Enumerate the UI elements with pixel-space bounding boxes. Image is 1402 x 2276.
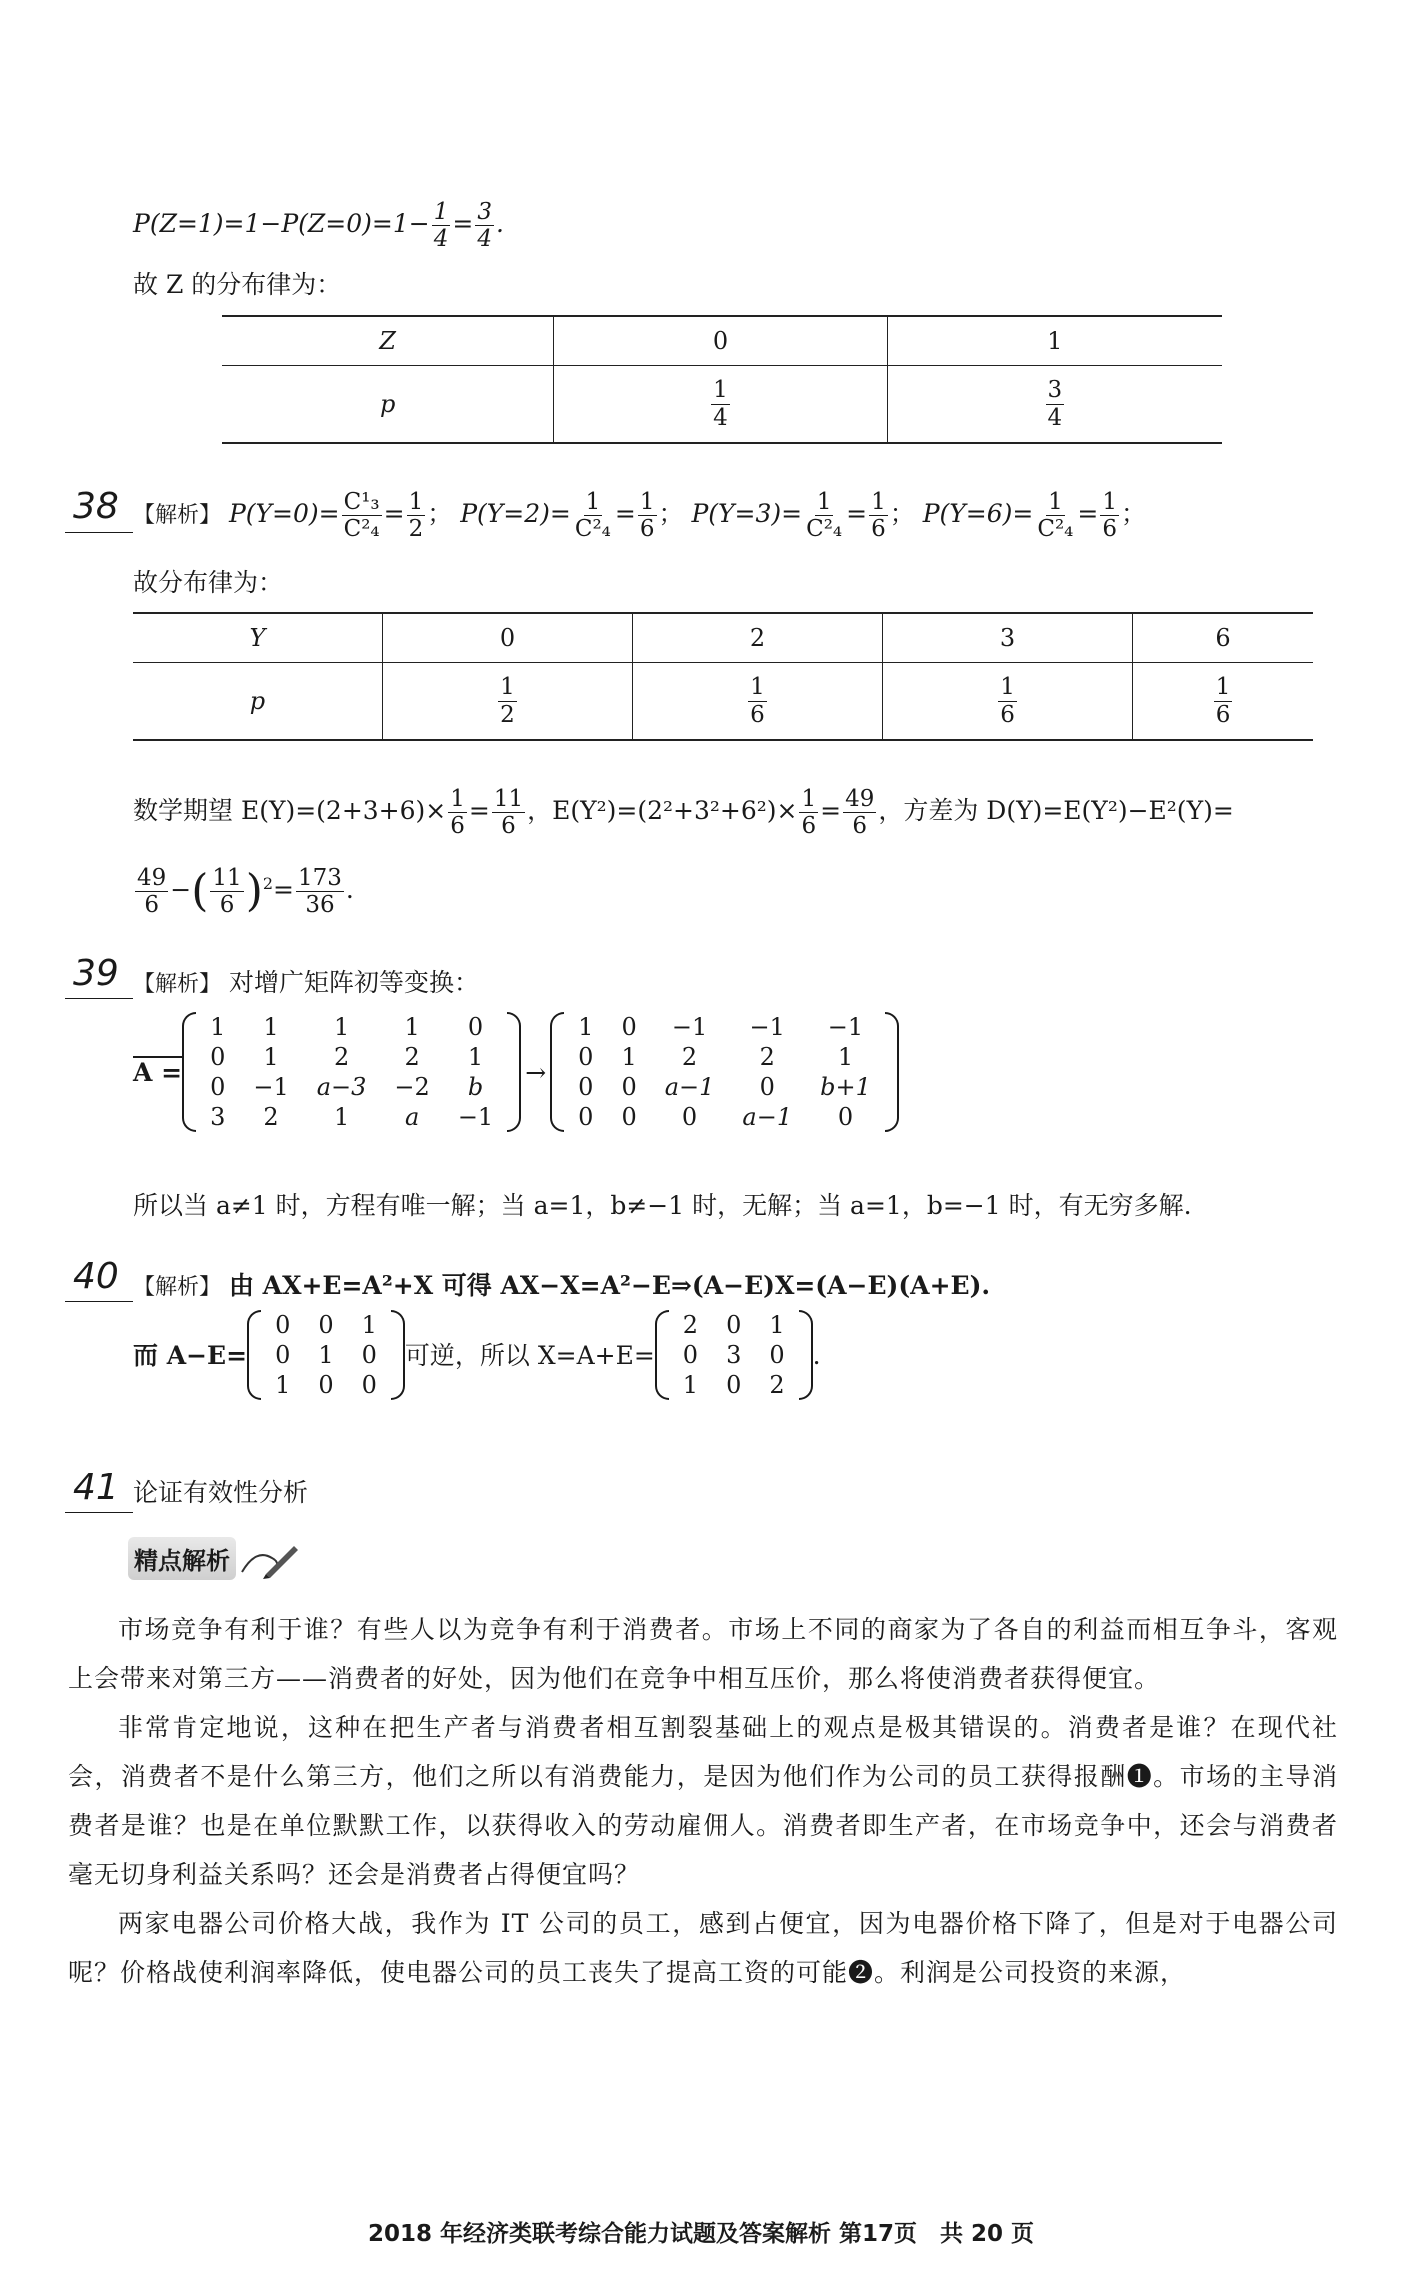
q38-distribution-intro: 故分布律为： bbox=[133, 568, 284, 597]
matrix-x: 2 0 1 0 3 0 1 0 2 bbox=[655, 1310, 813, 1400]
question-number-39: 39 bbox=[73, 953, 119, 994]
table-head-cell: 3 bbox=[883, 613, 1133, 663]
q38-expectation-line: 数学期望 E(Y)=(2+3+6)× $\frac{1}{6}$ = $\frac{11}{6}$ ，E(Y²)=(2²+3²+6²)× $\frac{1}{6}$ = $\frac{49}{6}$ ，方差为 D(Y)=E(Y²)−E²(Y)= bbox=[133, 786, 1234, 840]
augmented-matrix: 1 1 1 1 0 0 1 2 2 1 0 −1 a−3 −2 b 3 2 1 a −1 bbox=[182, 1012, 521, 1132]
table-head-cell: 1 bbox=[887, 316, 1222, 366]
z-distribution-intro: 故 Z 的分布律为： bbox=[133, 270, 342, 299]
table-head-cell: 0 bbox=[382, 613, 632, 663]
pen-icon bbox=[236, 1538, 302, 1580]
table-head-cell: 2 bbox=[632, 613, 882, 663]
table-head-cell: 0 bbox=[554, 316, 887, 366]
q39-conclusion: 所以当 a≠1 时，方程有唯一解；当 a=1，b≠−1 时，无解；当 a=1，b=−1 时，有无穷多解. bbox=[133, 1191, 1192, 1220]
q41-title: 论证有效性分析 bbox=[133, 1478, 309, 1507]
z-distribution-table bbox=[222, 315, 1222, 444]
table-head-cell: Y bbox=[133, 613, 382, 663]
essay-paragraph: 两家电器公司价格大战，我作为 IT 公司的员工，感到占便宜，因为电器价格下降了，但是对于电器公司呢？价格战使利润率降低，使电器公司的员工丧失了提高工资的可能❷。利润是公司投资的来源， bbox=[68, 1909, 1338, 1987]
question-number-40: 40 bbox=[73, 1256, 119, 1297]
y-distribution-table bbox=[133, 612, 1313, 741]
table-head-cell: 6 bbox=[1133, 613, 1313, 663]
q38-variance-line: $\frac{49}{6}$ −( $\frac{11}{6}$ )$^2$= $\frac{173}{36}$ . bbox=[137, 865, 354, 919]
table-p-cell: $\frac{1}{2}$ bbox=[382, 663, 632, 741]
table-p-cell: $\frac{3}{4}$ bbox=[887, 366, 1222, 444]
z1-probability-formula: P(Z=1)=1−P(Z=0)=1− $\frac{1}{4}$ = $\frac{3}{4}$ . bbox=[133, 199, 504, 253]
q41-essay bbox=[68, 1605, 1338, 1997]
essay-paragraph: 市场竞争有利于谁？有些人以为竞争有利于消费者。市场上不同的商家为了各自的利益而相互争斗，客观上会带来对第三方——消费者的好处，因为他们在竞争中相互压价，那么将使消费者获得便宜。 bbox=[68, 1615, 1338, 1693]
table-p-cell: $\frac{1}{6}$ bbox=[883, 663, 1133, 741]
analysis-tag: 【解析】 bbox=[133, 972, 222, 997]
table-p-cell: $\frac{1}{6}$ bbox=[632, 663, 882, 741]
table-p-cell: $\frac{1}{4}$ bbox=[554, 366, 887, 444]
q39-matrix-equation: A = 1 1 1 1 0 0 1 2 2 1 0 −1 a−3 −2 b 3 2 1 a −1 → 1 0 −1 −1 −1 0 1 2 2 1 0 0 a−1 0 b+1 0 0 0 a−1 0 bbox=[133, 1012, 899, 1132]
q40-derivation: 【解析】 由 AX+E=A²+X 可得 AX−X=A²−E⇒(A−E)X=(A−E)(A+E). bbox=[133, 1271, 991, 1300]
question-number-41: 41 bbox=[73, 1467, 119, 1508]
analysis-badge: 精点解析 bbox=[128, 1537, 302, 1580]
analysis-tag: 【解析】 bbox=[133, 1275, 222, 1300]
question-underline bbox=[65, 1512, 133, 1513]
essay-paragraph: 非常肯定地说，这种在把生产者与消费者相互割裂基础上的观点是极其错误的。消费者是谁？在现代社会，消费者不是什么第三方，他们之所以有消费能力，是因为他们作为公司的员工获得报酬❶。市场的主导消费者是谁？也是在单位默默工作，以获得收入的劳动雇佣人。消费者即生产者，在市场竞争中，还会与消费者毫无切身利益关系吗？还会是消费者占得便宜吗？ bbox=[68, 1713, 1338, 1889]
reduced-matrix: 1 0 −1 −1 −1 0 1 2 2 1 0 0 a−1 0 b+1 0 0 0 a−1 0 bbox=[550, 1012, 899, 1132]
q39-intro: 【解析】 对增广矩阵初等变换： bbox=[133, 968, 479, 997]
question-underline bbox=[65, 998, 133, 999]
transform-arrow: → bbox=[525, 1057, 547, 1087]
question-underline bbox=[65, 1301, 133, 1302]
analysis-tag: 【解析】 bbox=[133, 503, 222, 529]
question-number-38: 38 bbox=[73, 486, 119, 527]
fraction: $\frac{3}{4}$ bbox=[477, 199, 492, 253]
table-head-cell: Z bbox=[222, 316, 554, 366]
q38-expression: 【解析】 P(Y=0)= $\frac{\text{C¹₃}}{\text{C²₄}}$ = $\frac{1}{2}$ ； P(Y=2)= $\frac{1}{\text{C²₄}}$ = $\frac{1}{6}$ ； P(Y=3)= $\frac{1}{\text{C²₄}}$ = $\frac{1}{6}$ ； P(Y=6)= $\frac{1}{\text{C²₄}}$ = $\frac{1}{6}$ ； bbox=[133, 489, 1147, 543]
q40-solution: 而 A−E= 0 0 1 0 1 0 1 0 0 可逆，所以 X=A+E= 2 0 1 0 3 0 1 0 2 . bbox=[133, 1311, 821, 1399]
fraction: $\frac{1}{4}$ bbox=[433, 199, 449, 253]
table-p-cell: $\frac{1}{6}$ bbox=[1133, 663, 1313, 741]
table-p-label: p bbox=[133, 663, 382, 741]
matrix-a-minus-e: 0 0 1 0 1 0 1 0 0 bbox=[247, 1310, 405, 1400]
page-footer: 2018 年经济类联考综合能力试题及答案解析 第17页 共 20 页 bbox=[367, 2221, 1035, 2247]
table-p-label: p bbox=[222, 366, 554, 444]
question-underline bbox=[65, 532, 133, 533]
